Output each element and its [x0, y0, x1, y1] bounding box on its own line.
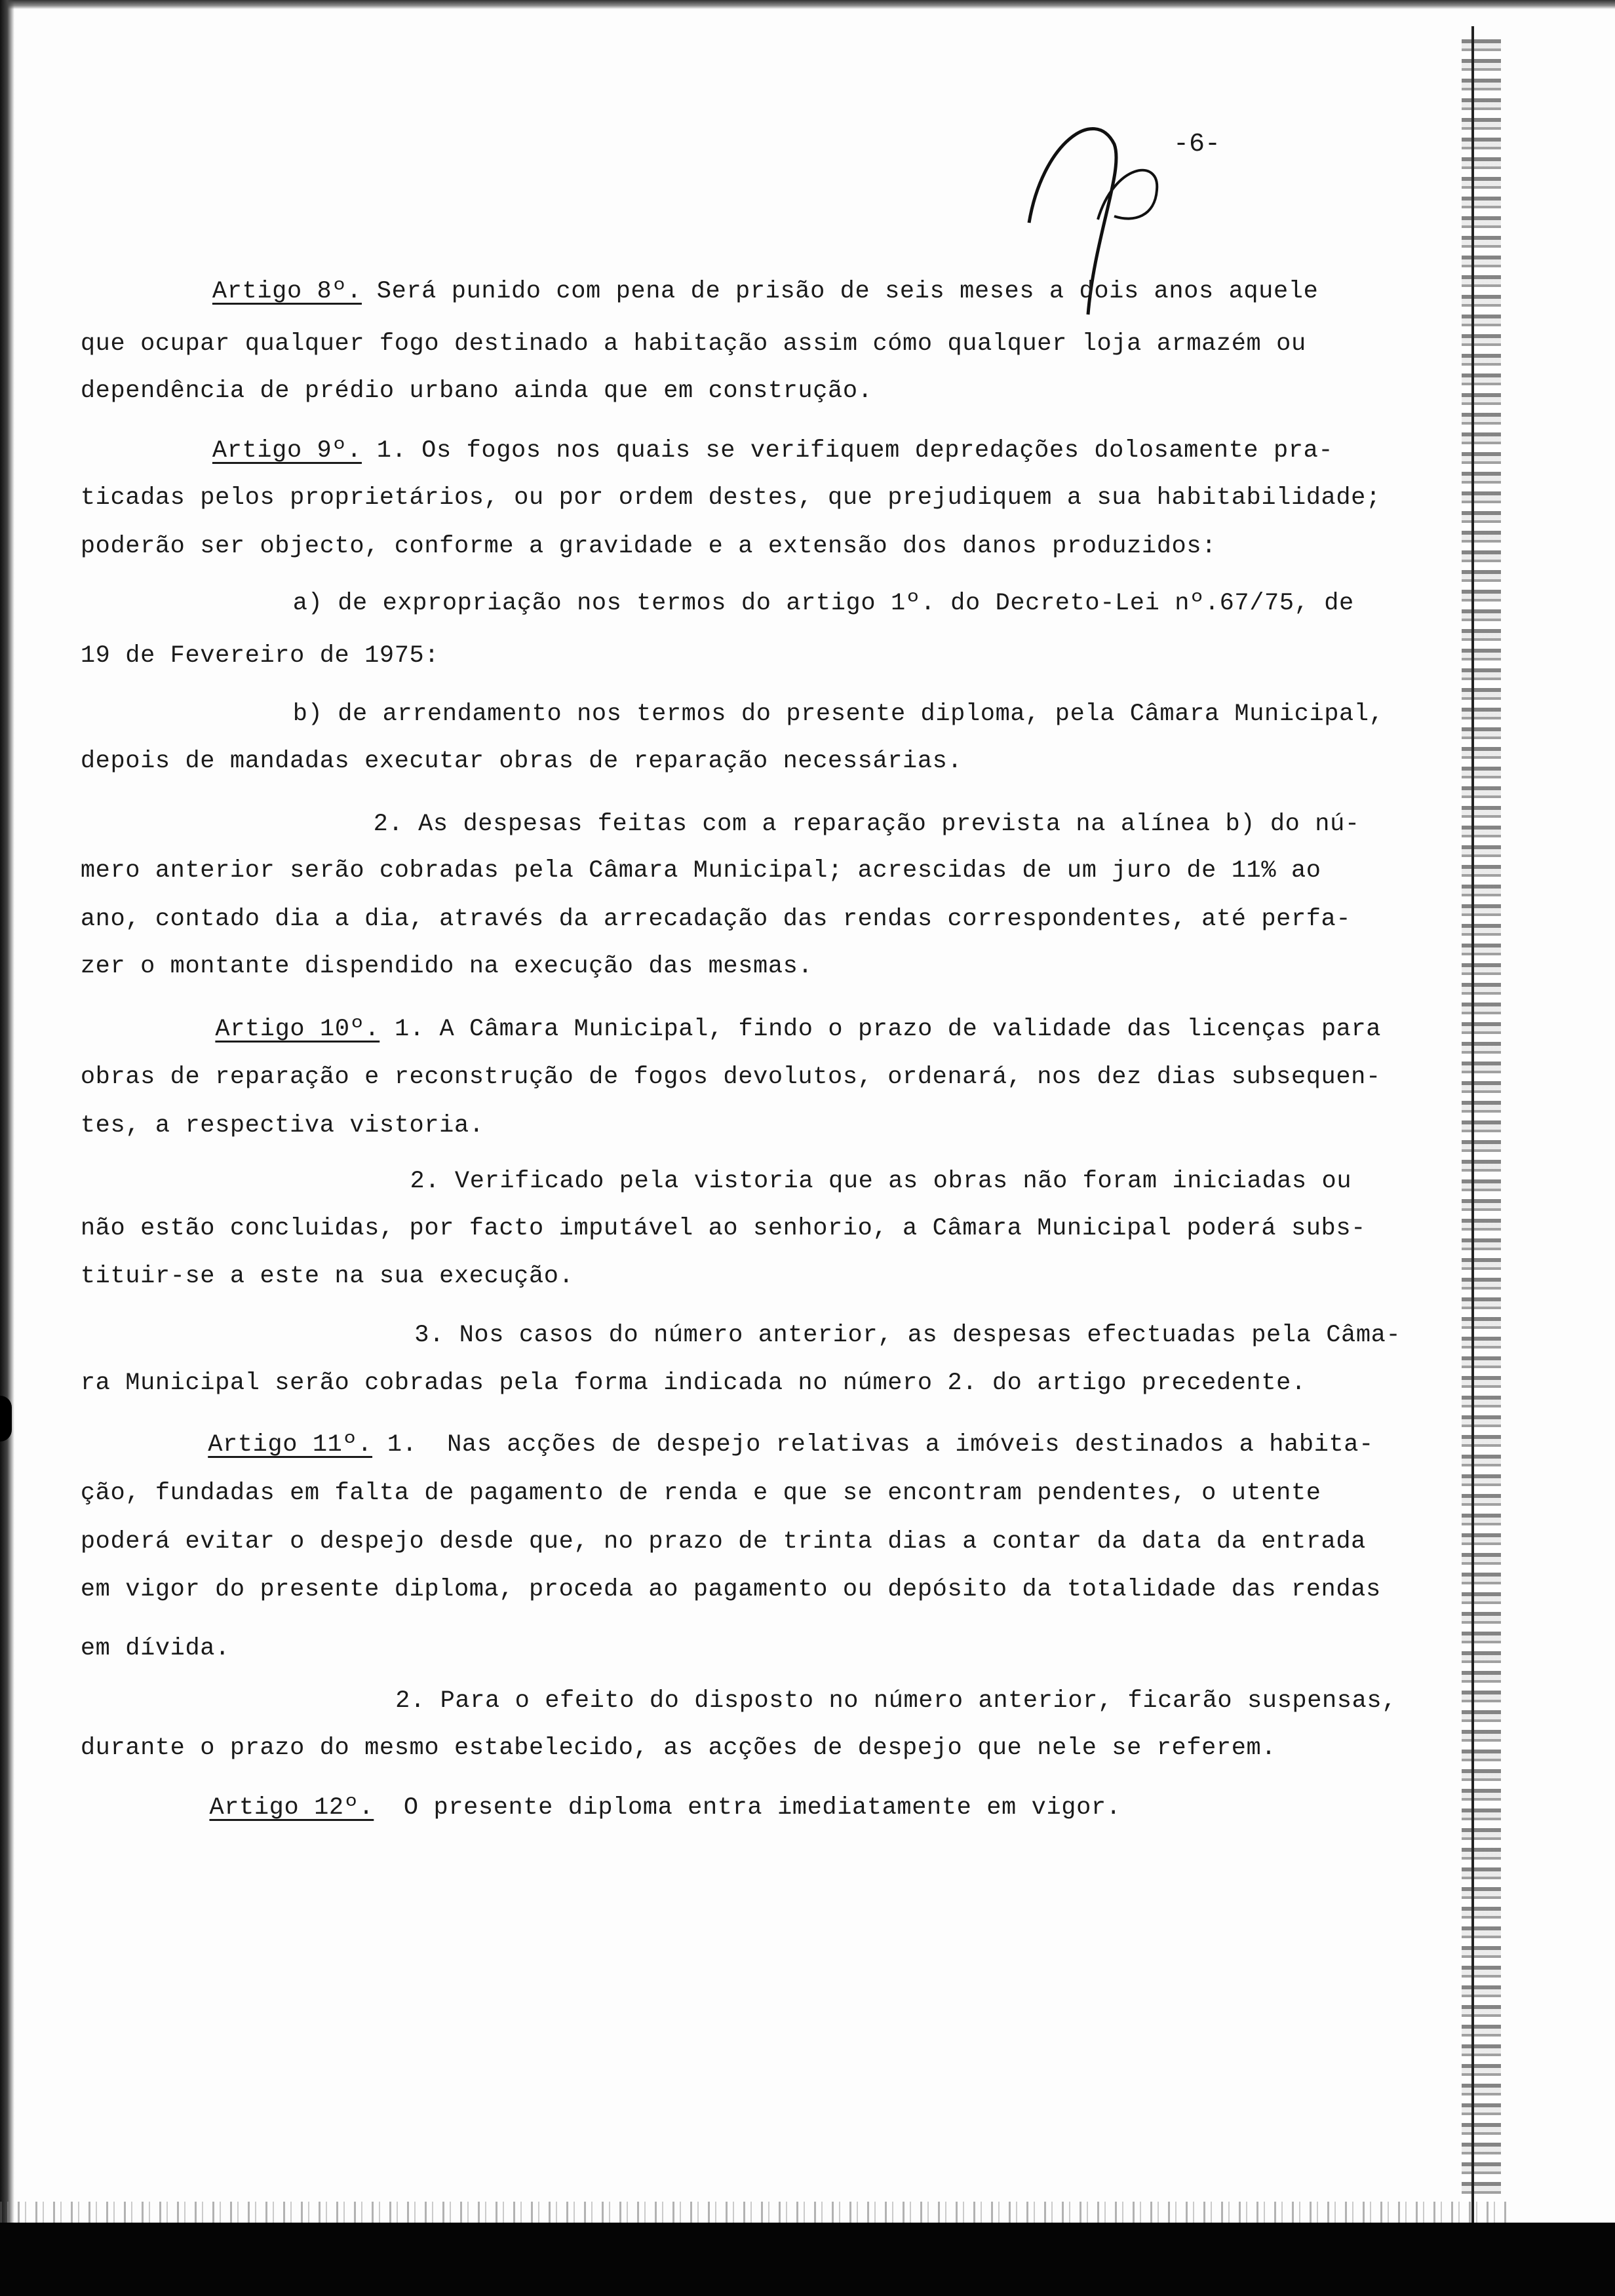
line-text: obras de reparação e reconstrução de fogos devolutos, ordenará, nos dez dias subsequen- — [80, 1063, 1381, 1092]
text-line — [81, 1214, 1366, 1243]
line-text: 1. A Câmara Municipal, findo o prazo de validade das licenças para — [379, 1015, 1382, 1043]
text-line — [81, 1262, 574, 1291]
text-line — [81, 532, 1216, 561]
article-label: Artigo 9º. — [212, 437, 362, 465]
article-label: Artigo 8º. — [212, 277, 362, 305]
line-text: 3. Nos casos do número anterior, as despesas efectuadas pela Câma- — [414, 1321, 1401, 1349]
article-label: Artigo 11º. — [208, 1431, 373, 1459]
line-text: que ocupar qualquer fogo destinado a habitação assim cómo qualquer loja armazém ou — [80, 330, 1306, 358]
text-line — [81, 1527, 1366, 1556]
scan-bottom-band — [0, 2223, 1615, 2296]
article-heading-line — [215, 1015, 1381, 1044]
line-text: b) de arrendamento nos termos do presente diploma, pela Câmara Municipal, — [292, 700, 1384, 729]
text-line — [81, 905, 1351, 934]
line-text: 1. Os fogos nos quais se verifiquem depredações dolosamente pra- — [361, 437, 1334, 465]
line-text: mero anterior serão cobradas pela Câmara Municipal; acrescidas de um juro de 11% ao — [80, 857, 1321, 885]
text-line — [414, 1321, 1401, 1350]
text-line — [81, 377, 873, 406]
page-number: -6- — [1173, 130, 1221, 159]
line-text: O presente diploma entra imediatamente em vigor. — [374, 1794, 1121, 1822]
line-text: 1. Nas acções de despejo relativas a imóveis destinados a habita- — [372, 1431, 1374, 1459]
text-line — [81, 484, 1381, 512]
line-text: em dívida. — [80, 1634, 230, 1662]
line-text: 2. Para o efeito do disposto no número anterior, ficarão suspensas, — [395, 1687, 1397, 1715]
text-line — [81, 330, 1306, 358]
line-text: ano, contado dia a dia, através da arrecadação das rendas correspondentes, até perfa- — [80, 906, 1352, 934]
article-label: Artigo 10º. — [215, 1015, 380, 1043]
scan-right-edge — [1462, 39, 1501, 2202]
line-text: poderão ser objecto, conforme a gravidade e a extensão dos danos produzidos: — [80, 532, 1216, 560]
text-line — [410, 1167, 1352, 1196]
line-text: depois de mandadas executar obras de reparação necessárias. — [80, 747, 963, 775]
article-label: Artigo 12º. — [209, 1794, 374, 1822]
text-line — [81, 1063, 1381, 1092]
scan-top-edge — [0, 0, 1615, 9]
line-text: Será punido com pena de prisão de seis meses a dois anos aquele — [361, 277, 1319, 305]
text-line — [293, 700, 1384, 729]
text-line — [81, 1734, 1276, 1763]
line-text: ção, fundadas em falta de pagamento de renda e que se encontram pendentes, o utente — [80, 1479, 1321, 1507]
line-text: ra Municipal serão cobradas pela forma indicada no número 2. do artigo precedente. — [80, 1369, 1306, 1398]
line-text: ticadas pelos proprietários, ou por ordem destes, que prejudiquem a sua habitabilidade; — [80, 484, 1381, 512]
text-line — [81, 1111, 484, 1140]
text-line — [81, 1575, 1381, 1604]
line-text: 2. As despesas feitas com a reparação prevista na alínea b) do nú- — [373, 810, 1360, 838]
article-heading-line — [209, 1793, 1121, 1822]
text-line — [81, 1634, 230, 1663]
scan-left-edge — [0, 0, 14, 2296]
article-heading-line — [212, 277, 1318, 306]
line-text: 19 de Fevereiro de 1975: — [80, 642, 440, 670]
line-text: 2. Verificado pela vistoria que as obras não foram iniciadas ou — [410, 1168, 1352, 1196]
scan-bottom-noise — [0, 2202, 1508, 2223]
line-text: zer o montante dispendido na execução das mesmas. — [80, 952, 813, 980]
text-line — [81, 1479, 1321, 1508]
article-heading-line — [208, 1430, 1374, 1459]
text-line — [81, 856, 1321, 885]
text-line — [293, 589, 1354, 618]
line-text: poderá evitar o despejo desde que, no prazo de trinta dias a contar da data da entrada — [80, 1527, 1366, 1556]
text-line — [81, 1369, 1306, 1398]
scan-right-border — [1471, 26, 1474, 2241]
text-line — [374, 810, 1360, 839]
line-text: não estão concluidas, por facto imputável ao senhorio, a Câmara Municipal poderá subs- — [80, 1214, 1366, 1242]
text-line — [395, 1687, 1397, 1715]
line-text: tes, a respectiva vistoria. — [80, 1112, 484, 1140]
line-text: em vigor do presente diploma, proceda ao pagamento ou depósito da totalidade das rendas — [80, 1576, 1381, 1604]
line-text: durante o prazo do mesmo estabelecido, as acções de despejo que nele se referem. — [80, 1734, 1277, 1762]
text-line — [81, 952, 813, 981]
punch-hole-mark — [0, 1396, 12, 1442]
article-heading-line — [212, 436, 1333, 465]
text-line — [81, 641, 439, 670]
line-text: dependência de prédio urbano ainda que em construção. — [80, 377, 873, 405]
text-line — [81, 747, 962, 776]
line-text: tituir-se a este na sua execução. — [80, 1263, 574, 1291]
line-text: a) de expropriação nos termos do artigo 1º. do Decreto-Lei nº.67/75, de — [292, 589, 1354, 617]
